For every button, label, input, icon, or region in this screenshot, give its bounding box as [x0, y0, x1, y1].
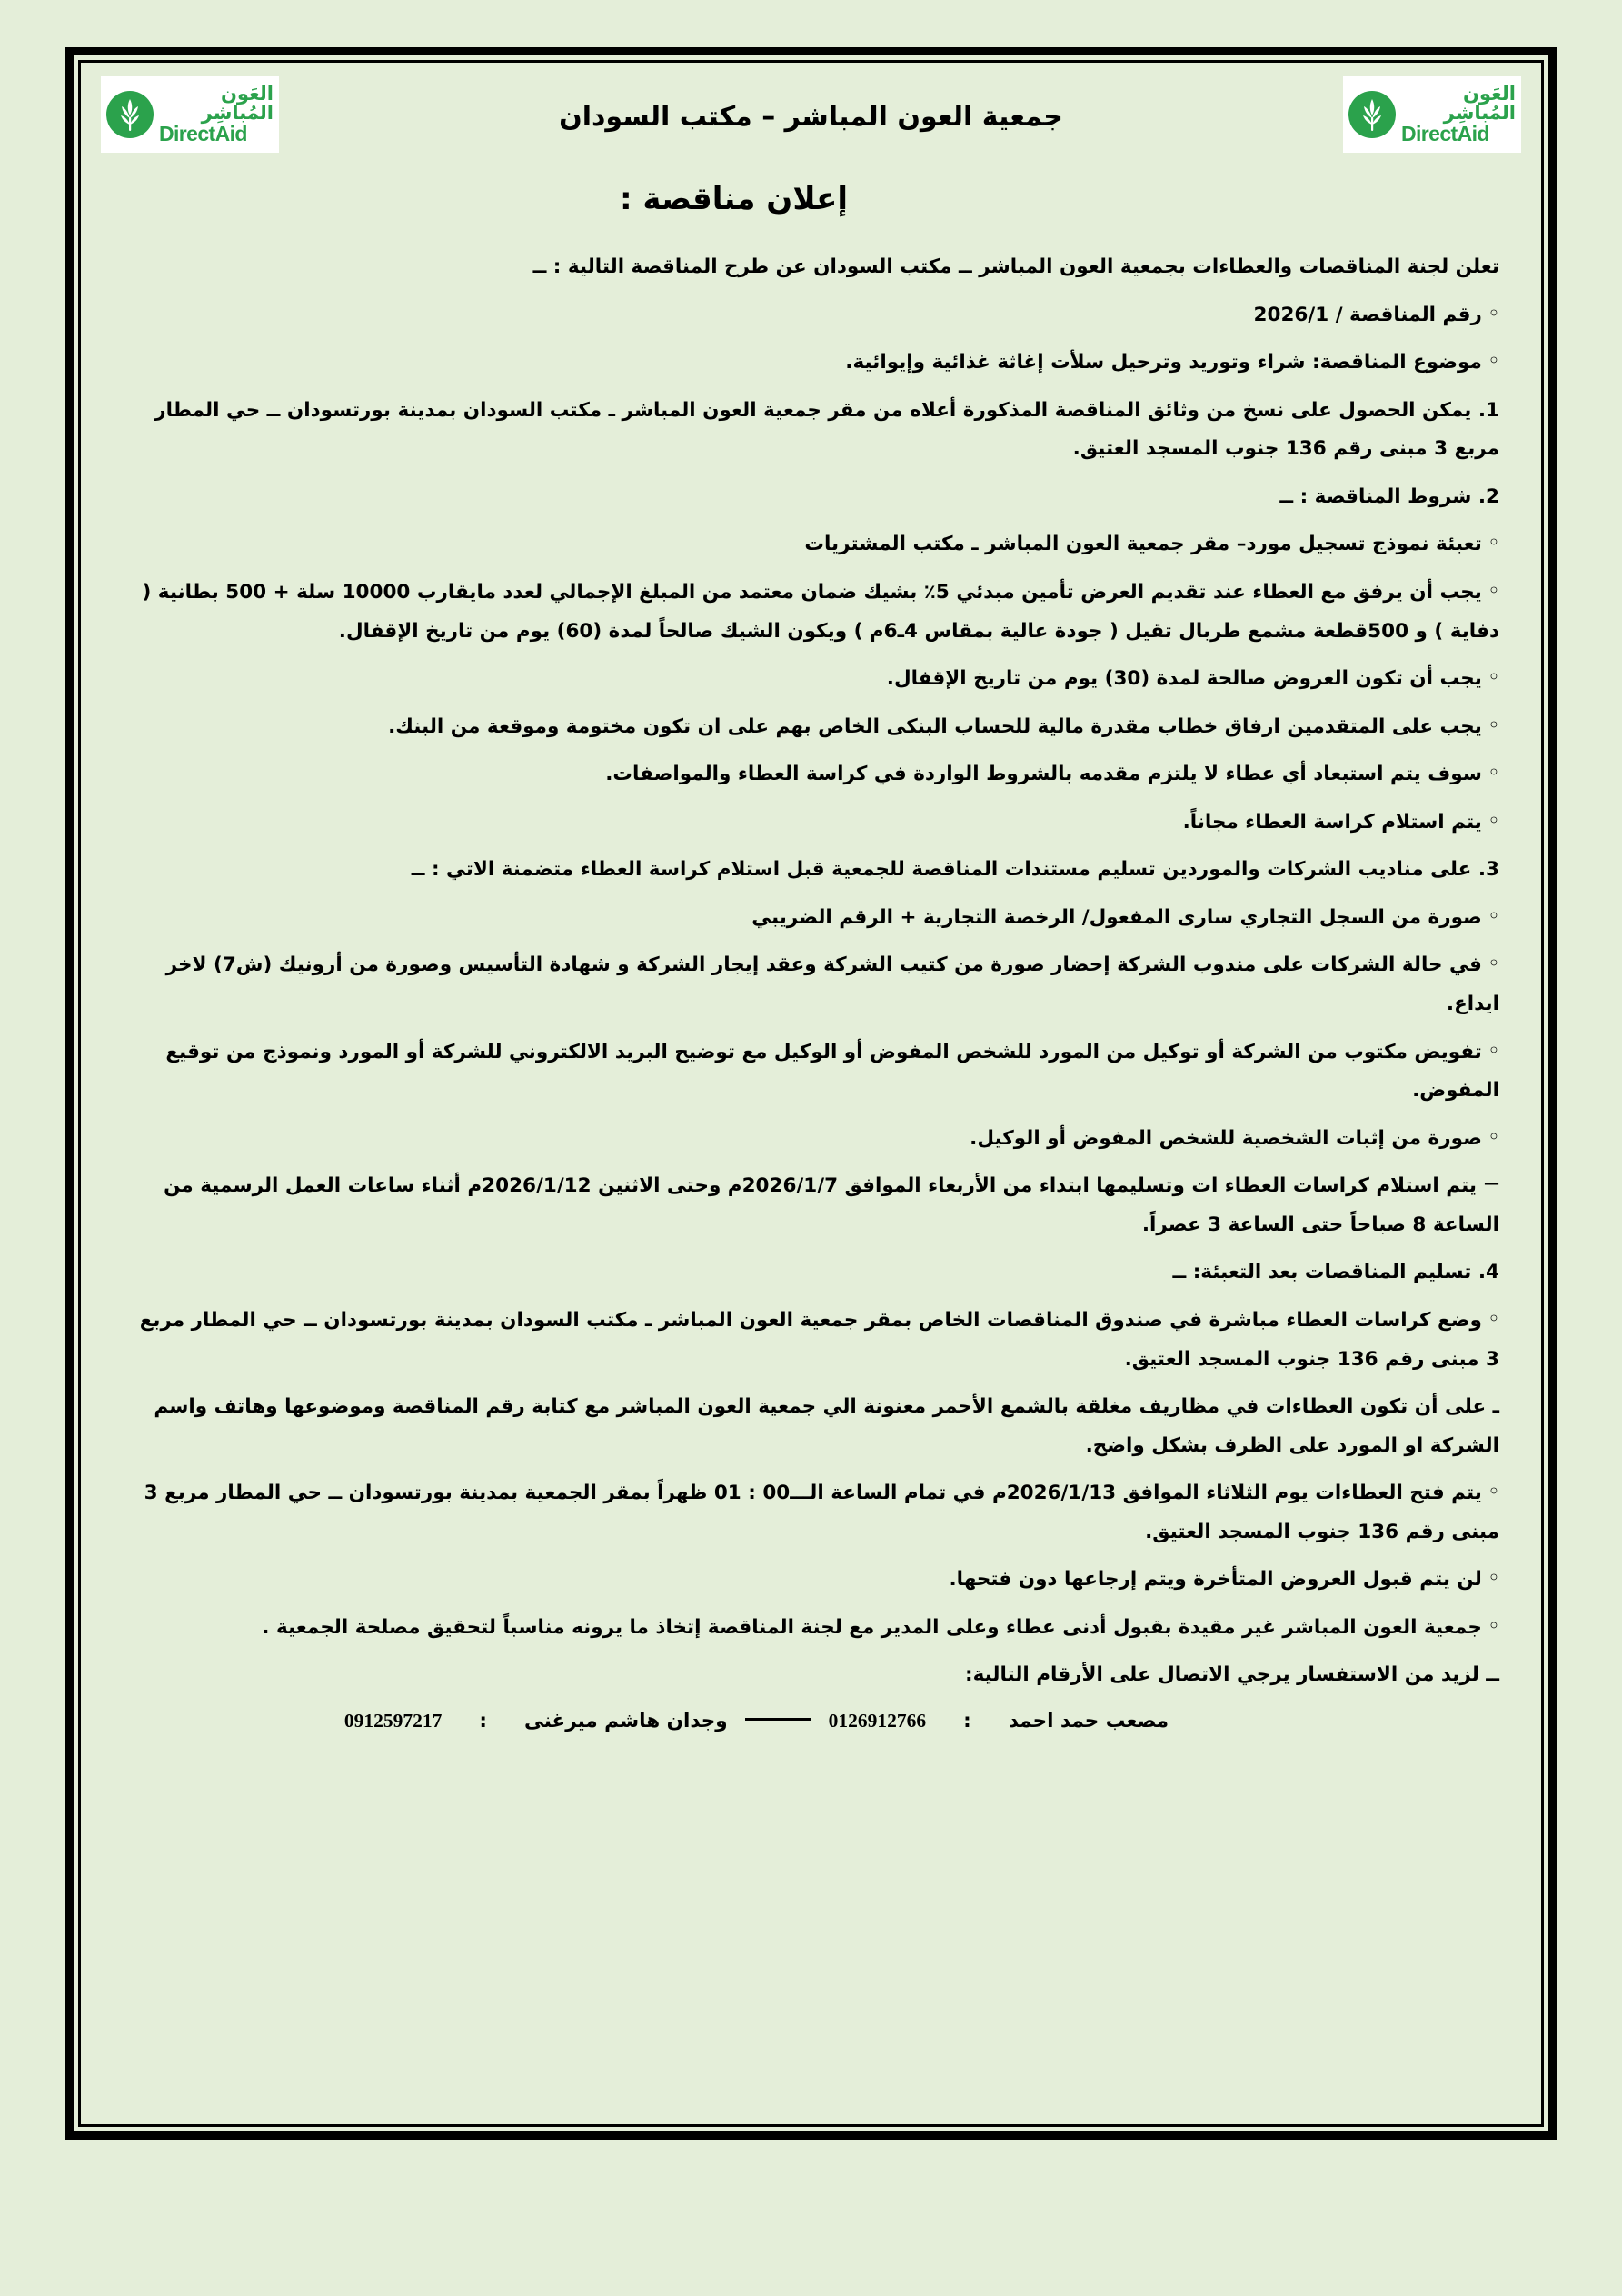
wheat-sheaf-icon-2: [106, 91, 154, 138]
section-1-heading: [123, 392, 1499, 469]
section-1-text: يمكن الحصول على نسخ من وثائق المناقصة المذكورة أعلاه من مقر جمعية العون المباشر ـ مكتب السودان بمدينة بورتسودان ــ حي المطار مربع 3 مبنى رقم 136 جنوب المسجد العتيق.: [154, 398, 1499, 461]
section-2-item-6: ◦ يتم استلام كراسة العطاء مجاناً.: [123, 804, 1499, 843]
intro-paragraph: تعلن لجنة المناقصات والعطاءات بجمعية العون المباشر ــ مكتب السودان عن طرح المناقصة التالية : ــ: [532, 255, 1499, 278]
section-3-heading: [123, 851, 1499, 890]
logo-left: [101, 76, 279, 153]
logo-text-left: [159, 85, 274, 145]
section-1-number: 1.: [1478, 398, 1499, 422]
document-inner-border: [78, 60, 1544, 2127]
section-4-item-5: ◦ جمعية العون المباشر غير مقيدة بقبول أدنى عطاء وعلى المدير مع لجنة المناقصة إتخاذ ما يرونه مناسباً لتحقيق مصلحة الجمعية .: [123, 1609, 1499, 1648]
contact-1-name: مصعب حمد احمد: [1008, 1710, 1169, 1732]
section-2-item-4: ◦ يجب على المتقدمين ارفاق خطاب مقدرة مالية للحساب البنكى الخاص بهم على ان تكون مختومة وموقعة من البنك.: [123, 708, 1499, 747]
section-2-item-5: ◦ سوف يتم استبعاد أي عطاء لا يلتزم مقدمه بالشروط الواردة في كراسة العطاء والمواصفات.: [123, 755, 1499, 794]
section-2-item-2: ◦ يجب أن يرفق مع العطاء عند تقديم العرض تأمين مبدئي 5٪ بشيك ضمان معتمد من المبلغ الإجمالي لعدد مايقارب 10000 سلة + 500 بطانية ( دفاية ) و 500قطعة مشمع طربال تقيل ( جودة عالية بمقاس 4ـ6م ) ويكون الشيك صالحاً لمدة (60) يوم من تاريخ الإقفال.: [123, 574, 1499, 651]
logo-arabic-label: العَون المُباشِر: [1443, 83, 1516, 124]
wheat-sheaf-icon: [1348, 91, 1396, 138]
logo-english-label: DirectAid: [1401, 122, 1489, 145]
contact-numbers-row: [123, 1710, 1499, 1732]
section-2-item-1: ◦ تعبئة نموذج تسجيل مورد– مقر جمعية العون المباشر ـ مكتب المشتريات: [123, 525, 1499, 564]
section-2-text: شروط المناقصة : ــ: [1279, 484, 1472, 508]
section-4-text: تسليم المناقصات بعد التعبئة: ــ: [1172, 1261, 1472, 1284]
section-3-text: على مناديب الشركات والموردين تسليم مستندات المناقصة للجمعية قبل استلام كراسة العطاء متضمنة الاتي : ــ: [411, 858, 1472, 882]
section-4-item-2: ـ على أن تكون العطاءات في مظاريف مغلقة بالشمع الأحمر معنونة الي جمعية العون المباشر مع كتابة رقم المناقصة وموضوعها وهاتف واسم الشركة او المورد على الظرف بشكل واضح.: [154, 1395, 1499, 1457]
document-body: [81, 157, 1541, 1742]
section-4-heading: [123, 1253, 1499, 1293]
contact-2-phone[interactable]: 0912597217: [343, 1710, 443, 1732]
tender-subject-line: ◦ موضوع المناقصة: شراء وتوريد وترحيل سلأت إغاثة غذائية وإيوائية.: [123, 344, 1499, 383]
section-2-item-3: ◦ يجب أن تكون العروض صالحة لمدة (30) يوم من تاريخ الإقفال.: [123, 660, 1499, 699]
contact-2-colon: :: [479, 1710, 487, 1732]
logo-english-label-2: DirectAid: [159, 122, 247, 145]
section-3-item-1: ◦ صورة من السجل التجاري سارى المفعول/ الرخصة التجارية + الرقم الضريبي: [123, 899, 1499, 938]
announcement-title: إعلان مناقصة :: [619, 181, 849, 217]
section-3-item-2: ◦ في حالة الشركات على مندوب الشركة إحضار صورة من كتيب الشركة وعقد إيجار الشركة و شهادة التأسيس وصورة من أرونيك (ش7) لاخر ايداع.: [123, 946, 1499, 1023]
section-4-item-4: ◦ لن يتم قبول العروض المتأخرة ويتم إرجاعها دون فتحها.: [123, 1561, 1499, 1600]
page-title-header: جمعية العون المباشر – مكتب السودان: [559, 100, 1063, 133]
contact-2-name: وجدان هاشم ميرغنى: [523, 1710, 728, 1732]
contact-1-phone[interactable]: 0126912766: [828, 1710, 927, 1732]
section-2-number: 2.: [1478, 484, 1499, 508]
section-3-schedule-note: — يتم استلام كراسات العطاء ات وتسليمها ابتداء من الأربعاء الموافق 2026/1/7م وحتى الاثنين 2026/1/12م أثناء ساعات العمل الرسمية من الساعة 8 صباحاً حتى الساعة 3 عصراً.: [123, 1167, 1499, 1244]
logo-text-right: [1401, 85, 1516, 145]
logo-right: [1343, 76, 1521, 153]
contact-intro: ــ لزيد من الاستفسار يرجي الاتصال على الأرقام التالية:: [965, 1663, 1499, 1687]
logo-arabic-label-2: العَون المُباشِر: [201, 83, 274, 124]
section-4-item-1: ◦ وضع كراسات العطاء مباشرة في صندوق المناقصات الخاص بمقر جمعية العون المباشر ـ مكتب السودان بمدينة بورتسودان ــ حي المطار مربع 3 مبنى رقم 136 جنوب المسجد العتيق.: [123, 1302, 1499, 1379]
section-4-item-3: ◦ يتم فتح العطاءات يوم الثلاثاء الموافق 2026/1/13م في تمام الساعة الـــ00 : 01 ظهراً بمقر الجمعية بمدينة بورتسودان ــ حي المطار مربع 3 مبنى رقم 136 جنوب المسجد العتيق.: [123, 1474, 1499, 1552]
section-2-heading: [123, 478, 1499, 517]
section-4-number: 4.: [1478, 1261, 1499, 1284]
document-page-border: [65, 47, 1557, 2140]
tender-number-line: ◦ رقم المناقصة / 2026/1: [123, 296, 1499, 335]
contact-1-colon: :: [963, 1710, 971, 1732]
section-3-number: 3.: [1478, 858, 1499, 882]
section-3-item-4: ◦ صورة من إثبات الشخصية للشخص المفوض أو الوكيل.: [123, 1120, 1499, 1159]
contact-separator: [745, 1718, 811, 1721]
document-header: [81, 63, 1541, 157]
section-3-item-3: ◦ تفويض مكتوب من الشركة أو توكيل من المورد للشخص المفوض أو الوكيل مع توضيح البريد الالكتروني للشركة أو المورد ونموذج من توقيع المفوض.: [123, 1033, 1499, 1111]
